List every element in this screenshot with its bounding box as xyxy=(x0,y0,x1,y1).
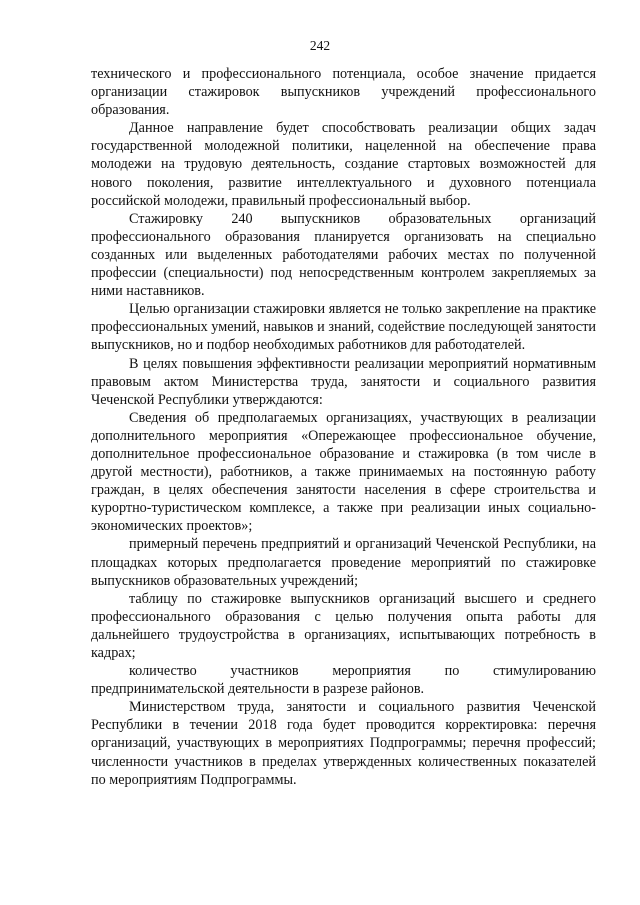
paragraph: таблицу по стажировке выпускников организаций высшего и среднего профессионального образования с целью получения опыта работы для дальнейшего трудоустройства в организациях, испытывающих потребность в кадрах; xyxy=(91,590,596,661)
paragraph: Целью организации стажировки является не только закрепление на практике профессиональных умений, навыков и знаний, содействие последующей занятости выпускников, но и подбор необходимых работников для работодателей. xyxy=(91,301,596,354)
paragraph: В целях повышения эффективности реализации мероприятий нормативным правовым актом Министерства труда, занятости и социального развития Чеченской Республики утверждаются: xyxy=(91,355,596,408)
paragraph: Стажировку 240 выпускников образовательных организаций профессионального образования планируется организовать на специально созданных или выделенных работодателями рабочих местах по полученной профессии (специальности) под непосредственным контролем закрепляемых за ними наставников. xyxy=(91,210,596,300)
paragraph: Сведения об предполагаемых организациях, участвующих в реализации дополнительного мероприятия «Опережающее профессиональное обучение, дополнительное профессиональное образование и стажировка (в том числе в другой местности), работников, а также принимаемых на постоянную работу граждан, в целях обеспечения занятости населения в сфере строительства и курортно-туристическом комплексе, а также при реализации иных социально-экономических проектов»; xyxy=(91,409,596,535)
paragraph: технического и профессионального потенциала, особое значение придается организации стажировок выпускников учреждений профессионального образования. xyxy=(91,66,596,119)
paragraph: Министерством труда, занятости и социального развития Чеченской Республики в течении 2018 года будет проводится корректировка: перечня организаций, участвующих в мероприятиях Подпрограммы; перечня профессий; численности участников в пределах утвержденных количественных показателей по мероприятиям Подпрограммы. xyxy=(91,699,596,788)
page-number: 242 xyxy=(309,38,331,53)
paragraph: количество участников мероприятия по стимулированию предпринимательской деятельности в разрезе районов. xyxy=(91,663,596,698)
paragraph: примерный перечень предприятий и организаций Чеченской Республики, на площадках которых предполагается проведение мероприятий по стажировке выпускников образовательных учреждений; xyxy=(91,536,596,589)
paragraph: Данное направление будет способствовать реализации общих задач государственной молодежной политики, нацеленной на обеспечение права молодежи на трудовую деятельность, создание стартовых возможностей для нового поколения, развитие интеллектуального и духовного потенциала российской молодежи, правильный профессиональный выбор. xyxy=(91,120,596,209)
document-body xyxy=(91,65,596,789)
